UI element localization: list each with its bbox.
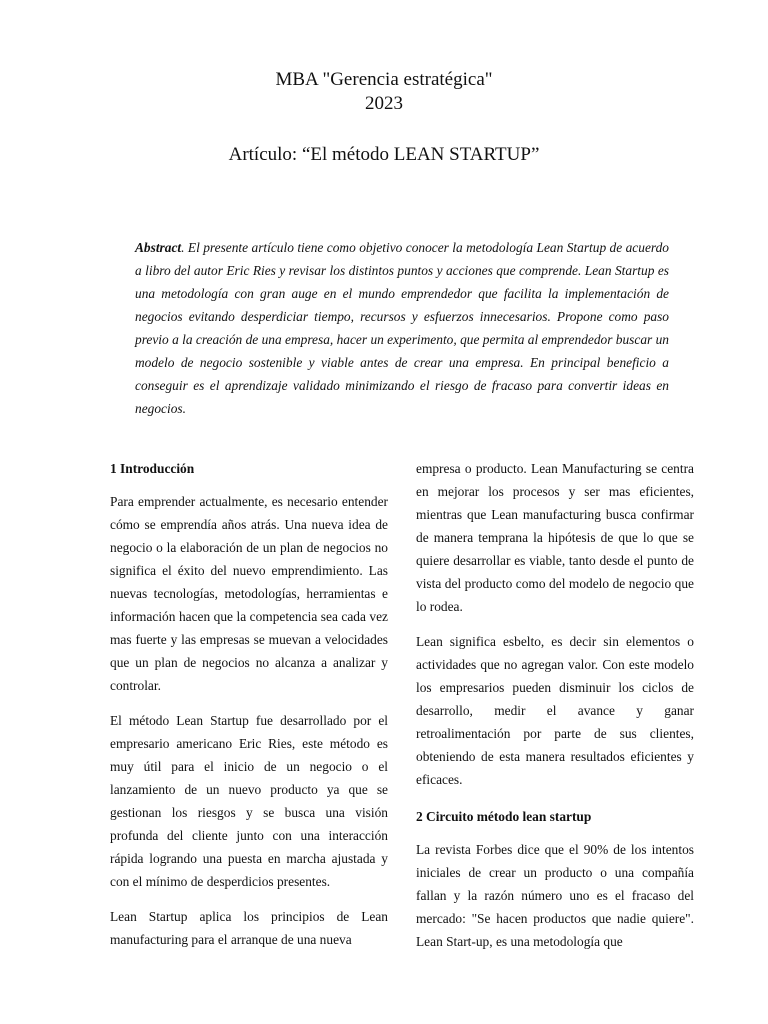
abstract: [135, 236, 669, 420]
left-column: [110, 457, 388, 963]
paragraph: El método Lean Startup fue desarrollado por el empresario americano Eric Ries, este método es muy útil para el inicio de un negocio o el lanzamiento de un nuevo producto ya que se gestionan los riesgos y se busca una visión profunda del cliente junto con una interacción rápida logrando una puesta en marcha ajustada y con el mínimo de desperdicios presentes.: [110, 713, 388, 889]
right-column: [416, 457, 694, 965]
paragraph: Lean Startup aplica los principios de Lean manufacturing para el arranque de una nueva: [110, 909, 388, 947]
section-heading-introduccion: 1 Introducción: [110, 461, 195, 476]
program-title: MBA "Gerencia estratégica": [275, 69, 493, 90]
title-block: [0, 68, 768, 116]
abstract-label: Abstract: [135, 240, 182, 255]
paragraph: empresa o producto. Lean Manufacturing se centra en mejorar los procesos y ser mas eficientes, mientras que Lean manufacturing busca confirmar de manera temprana la hipótesis de que lo que se quiere desarrollar es viable, tanto desde el punto de vista del producto como del modelo de negocio que lo rodea.: [416, 461, 694, 614]
article-title: Artículo: “El método LEAN STARTUP”: [228, 144, 540, 165]
paragraph: Lean significa esbelto, es decir sin elementos o actividades que no agregan valor. Con este modelo los empresarios pueden disminuir los ciclos de desarrollo, medir el avance y ganar retroalimentación por parte de sus clientes, obteniendo de esta manera resultados eficientes y eficaces.: [416, 634, 694, 787]
abstract-text: . El presente artículo tiene como objetivo conocer la metodología Lean Startup de acuerdo a libro del autor Eric Ries y revisar los distintos puntos y acciones que comprende. Lean Startup es una metodología con gran auge en el mundo emprendedor que facilita la implementación de negocios evitando desperdiciar tiempo, recursos y esfuerzos innecesarios. Propone como paso previo a la creación de una empresa, hacer un experimento, que permita al emprendedor buscar un modelo de negocio sostenible y viable antes de crear una empresa. En principal beneficio a conseguir es el aprendizaje validado minimizando el riesgo de fracaso para convertir ideas en negocios.: [135, 240, 669, 416]
paragraph: La revista Forbes dice que el 90% de los intentos iniciales de crear un producto o una compañía fallan y la razón número uno es el fracaso del mercado: "Se hacen productos que nadie quiere". Lean Start-up, es una metodología que: [416, 842, 694, 949]
section-heading-circuito: 2 Circuito método lean startup: [416, 809, 592, 824]
paragraph: Para emprender actualmente, es necesario entender cómo se emprendía años atrás. Una nueva idea de negocio o la elaboración de un plan de negocios no significa el éxito del nuevo emprendimiento. Las nuevas tecnologías, metodologías, herramientas e información hacen que la competencia sea cada vez mas fuerte y las empresas se muevan a velocidades que un plan de negocios no alcanza a analizar y controlar.: [110, 494, 388, 693]
year: 2023: [365, 93, 403, 114]
